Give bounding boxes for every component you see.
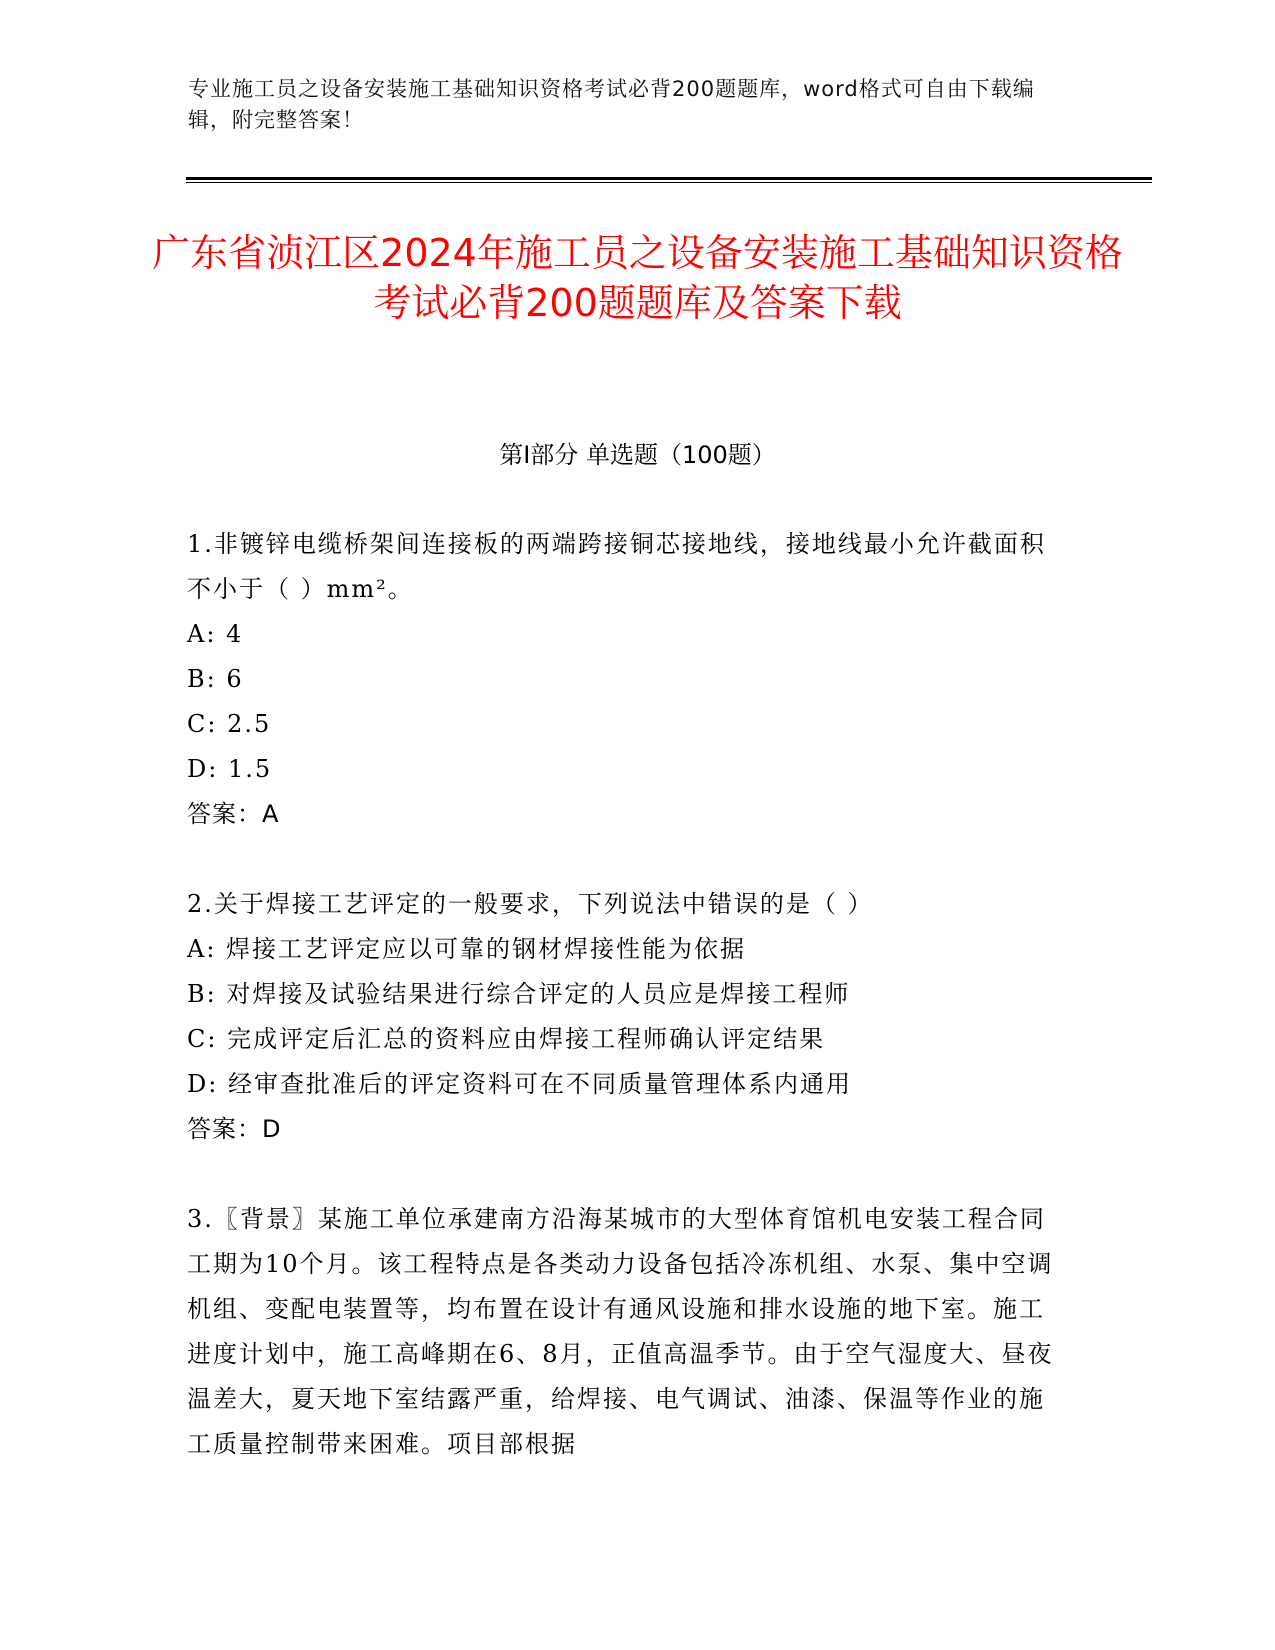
answer-line: 答案：D: [187, 1115, 282, 1143]
answer-line: 答案：A: [187, 800, 280, 828]
document-title: 广东省浈江区2024年施工员之设备安装施工基础知识资格考试必背200题题库及答案下载: [152, 231, 1123, 325]
header-divider-thin: [186, 182, 1152, 183]
section-heading: 第I部分 单选题（100题）: [499, 441, 776, 469]
question-text: 3.〖背景〗某施工单位承建南方沿海某城市的大型体育馆机电安装工程合同工期为10个月。该工程特点是各类动力设备包括冷冻机组、水泵、集中空调机组、变配电装置等，均布置在设计有通风设施和排水设施的地下室。施工进度计划中，施工高峰期在6、8月，正值高温季节。由于空气湿度大、昼夜温差大，夏天地下室结露严重，给焊接、电气调试、油漆、保温等作业的施工质量控制带来困难。项目部根据: [187, 1205, 1054, 1458]
option-d: D: 1.5: [187, 755, 273, 783]
question-text: 2.关于焊接工艺评定的一般要求，下列说法中错误的是（ ）: [187, 890, 874, 918]
question-block: [187, 1197, 1067, 1467]
question-list: [187, 522, 1067, 1467]
option-d: D: 经审查批准后的评定资料可在不同质量管理体系内通用: [187, 1070, 852, 1098]
question-text: 1.非镀锌电缆桥架间连接板的两端跨接铜芯接地线，接地线最小允许截面积不小于（ ）mm²。: [187, 530, 1046, 603]
option-a: A: 焊接工艺评定应以可靠的钢材焊接性能为依据: [187, 935, 747, 963]
header-divider-thick: [186, 177, 1152, 180]
spacer: [187, 1152, 1067, 1197]
question-block: [187, 882, 1067, 1152]
header-note: 专业施工员之设备安装施工基础知识资格考试必背200题题库，word格式可自由下载编辑，附完整答案！: [188, 77, 1035, 132]
option-b: B: 对焊接及试验结果进行综合评定的人员应是焊接工程师: [187, 980, 851, 1008]
option-b: B: 6: [187, 665, 244, 693]
spacer: [187, 837, 1067, 882]
option-c: C: 完成评定后汇总的资料应由焊接工程师确认评定结果: [187, 1025, 826, 1053]
option-c: C: 2.5: [187, 710, 272, 738]
option-a: A: 4: [187, 620, 244, 648]
question-block: [187, 522, 1067, 837]
